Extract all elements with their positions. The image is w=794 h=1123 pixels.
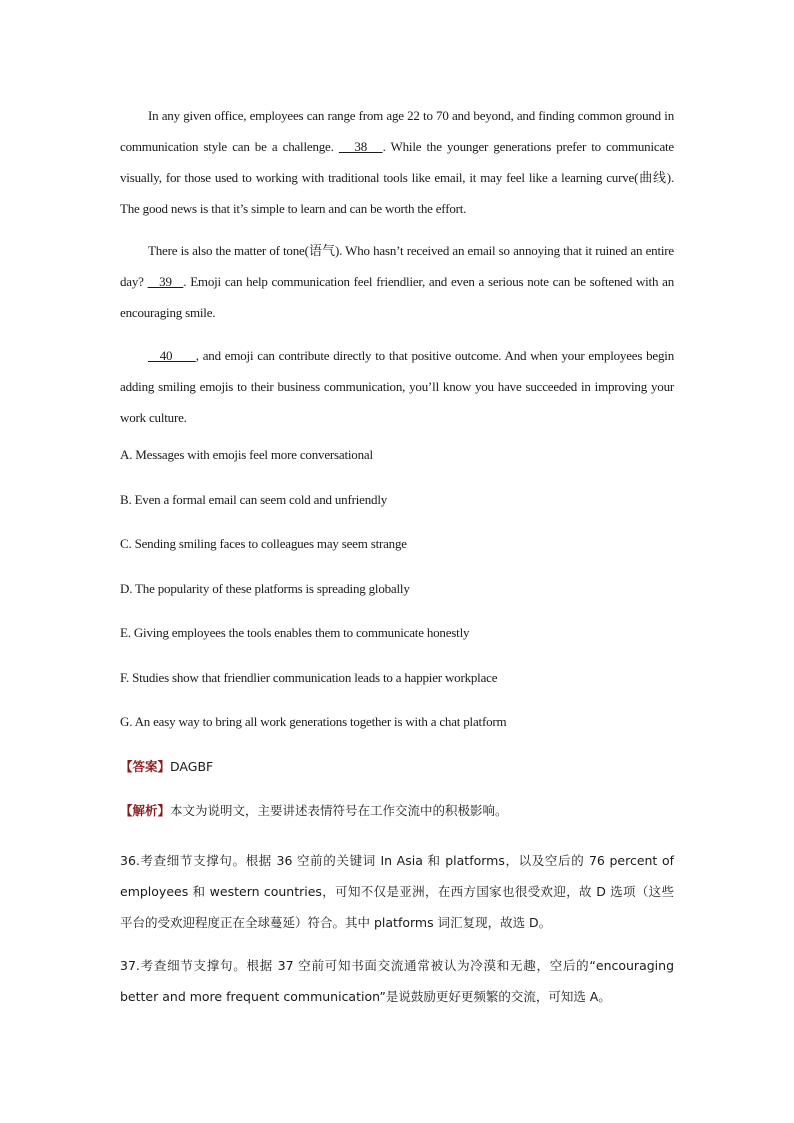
option-c: C. Sending smiling faces to colleagues may seem strange — [120, 536, 407, 551]
answer-line — [120, 757, 674, 777]
analysis-line — [120, 801, 674, 821]
answer-text: DAGBF — [170, 758, 214, 774]
blank-40: 40 — [148, 348, 196, 363]
passage-paragraph-2 — [120, 235, 674, 328]
paragraph-text: . While the younger generations prefer to communicate visually, for those used to working with traditional tools like email, it may feel like a learning curve(曲线). The good news is that it’s simple to learn and can be worth the effort. — [120, 139, 674, 216]
options-list — [120, 445, 674, 732]
option-d: D. The popularity of these platforms is spreading globally — [120, 580, 410, 596]
analysis-tag: 【解析】 — [120, 802, 171, 818]
explanation-37: 37.考查细节支撑句。根据 37 空前可知书面交流通常被认为冷漠和无趣，空后的“encouraging better and more frequent communication”是说鼓励更好更频繁的交流，可知选 A。 — [120, 957, 674, 1004]
answer-tag: 【答案】 — [120, 758, 171, 774]
paragraph-text: There is also the matter of tone(语气). Who hasn’t received an email so annoying that it ruined an entire day? — [120, 243, 674, 289]
worksheet-page — [120, 100, 674, 1024]
blank-38: 38 — [338, 139, 383, 154]
explanation-36: 36.考查细节支撑句。根据 36 空前的关键词 In Asia 和 platforms，以及空后的 76 percent of employees 和 western countries，可知不仅是亚洲，在西方国家也很受欢迎，故 D 选项（这些平台的受欢迎程度正在全球蔓延）符合。其中 platforms 词汇复现，故选 D。 — [120, 852, 674, 930]
passage-paragraph-1 — [120, 100, 674, 224]
option-a: A. Messages with emojis feel more conversational — [120, 447, 373, 462]
option-f: F. Studies show that friendlier communication leads to a happier workplace — [120, 669, 498, 685]
option-b: B. Even a formal email can seem cold and unfriendly — [120, 491, 388, 507]
blank-39: 39 — [147, 274, 184, 289]
paragraph-text: , and emoji can contribute directly to that positive outcome. And when your employees begin adding smiling emojis to their business communication, you’ll know you have succeeded in improving your work culture. — [120, 348, 674, 425]
analysis-text: 本文为说明文，主要讲述表情符号在工作交流中的积极影响。 — [170, 802, 508, 818]
paragraph-text: . Emoji can help communication feel friendlier, and even a serious note can be softened with an encouraging smile. — [120, 274, 674, 320]
passage-paragraph-3 — [120, 340, 674, 433]
paragraph-text: In any given office, employees can range from age 22 to 70 and beyond, and finding common ground in communication style can be a challenge. — [120, 108, 674, 154]
option-g: G. An easy way to bring all work generations together is with a chat platform — [120, 714, 507, 729]
option-e: E. Giving employees the tools enables them to communicate honestly — [120, 625, 470, 640]
